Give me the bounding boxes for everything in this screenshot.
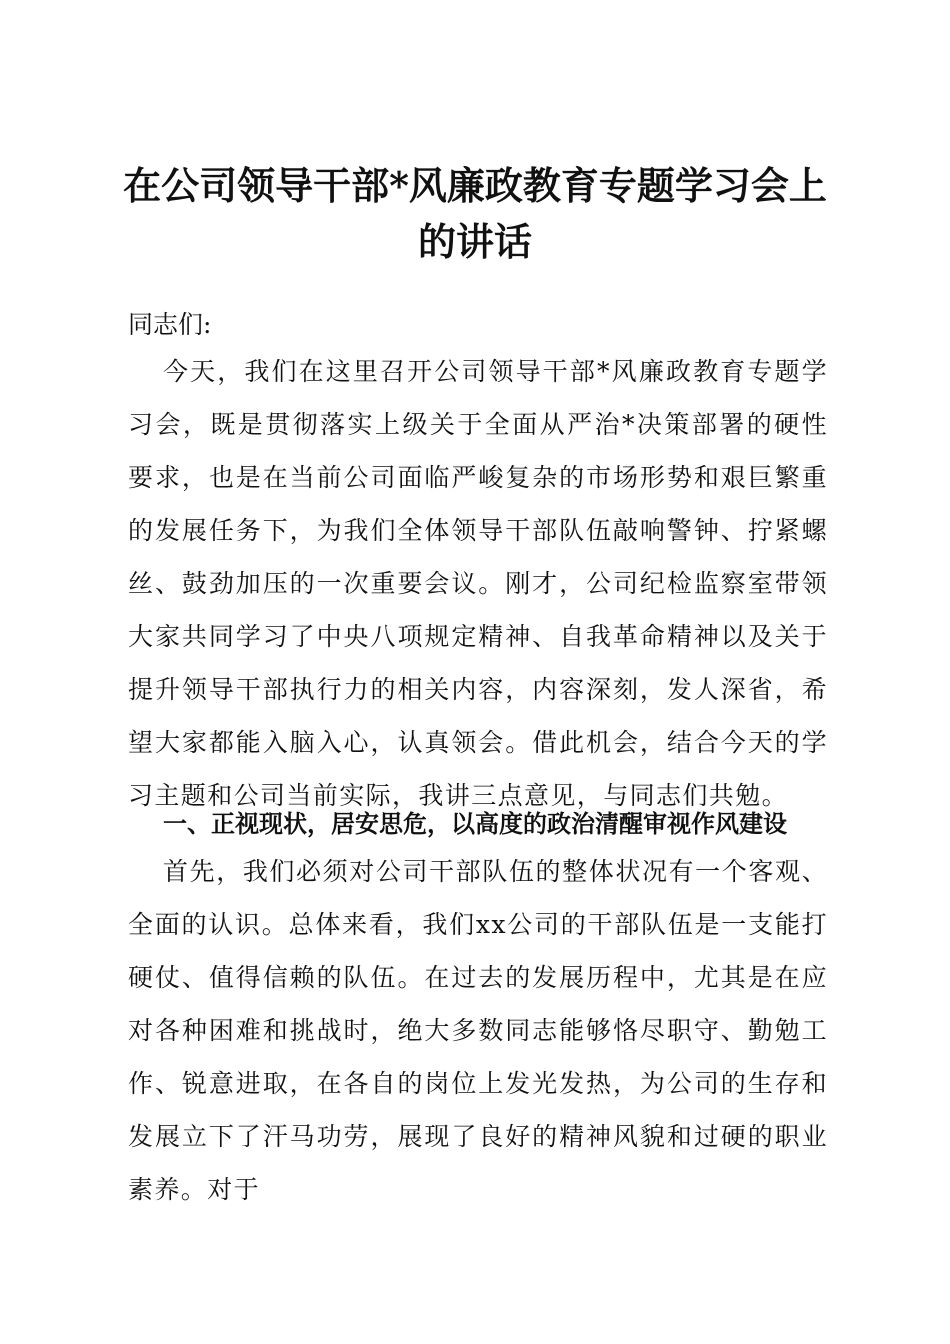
paragraph-section-1: 首先，我们必须对公司干部队伍的整体状况有一个客观、全面的认识。总体来看，我们xx公司的干部队伍是一支能打硬仗、值得信赖的队伍。在过去的发展历程中，尤其是在应对各种困难和挑战时，绝大多数同志能够恪尽职守、勤勉工作、锐意进取，在各自的岗位上发光发热，为公司的生存和发展立下了汗马功劳，展现了良好的精神风貌和过硬的职业素养。对于 <box>128 857 828 1204</box>
paragraph-opening: 今天，我们在这里召开公司领导干部*风廉政教育专题学习会，既是贯彻落实上级关于全面从严治*决策部署的硬性要求，也是在当前公司面临严峻复杂的市场形势和艰巨繁重的发展任务下，为我们全体领导干部队伍敲响警钟、拧紧螺丝、鼓劲加压的一次重要会议。刚才，公司纪检监察室带领大家共同学习了中央八项规定精神、自我革命精神以及关于提升领导干部执行力的相关内容，内容深刻，发人深省，希望大家都能入脑入心，认真领会。借此机会，结合今天的学习主题和公司当前实际，我讲三点意见，与同志们共勉。 <box>128 357 828 810</box>
salutation: 同志们: <box>128 310 212 339</box>
section-heading-1: 一、正视现状，居安思危，以高度的政治清醒审视作风建设 <box>163 810 787 838</box>
document-title: 在公司领导干部*风廉政教育专题学习会上的讲话 <box>123 163 827 264</box>
